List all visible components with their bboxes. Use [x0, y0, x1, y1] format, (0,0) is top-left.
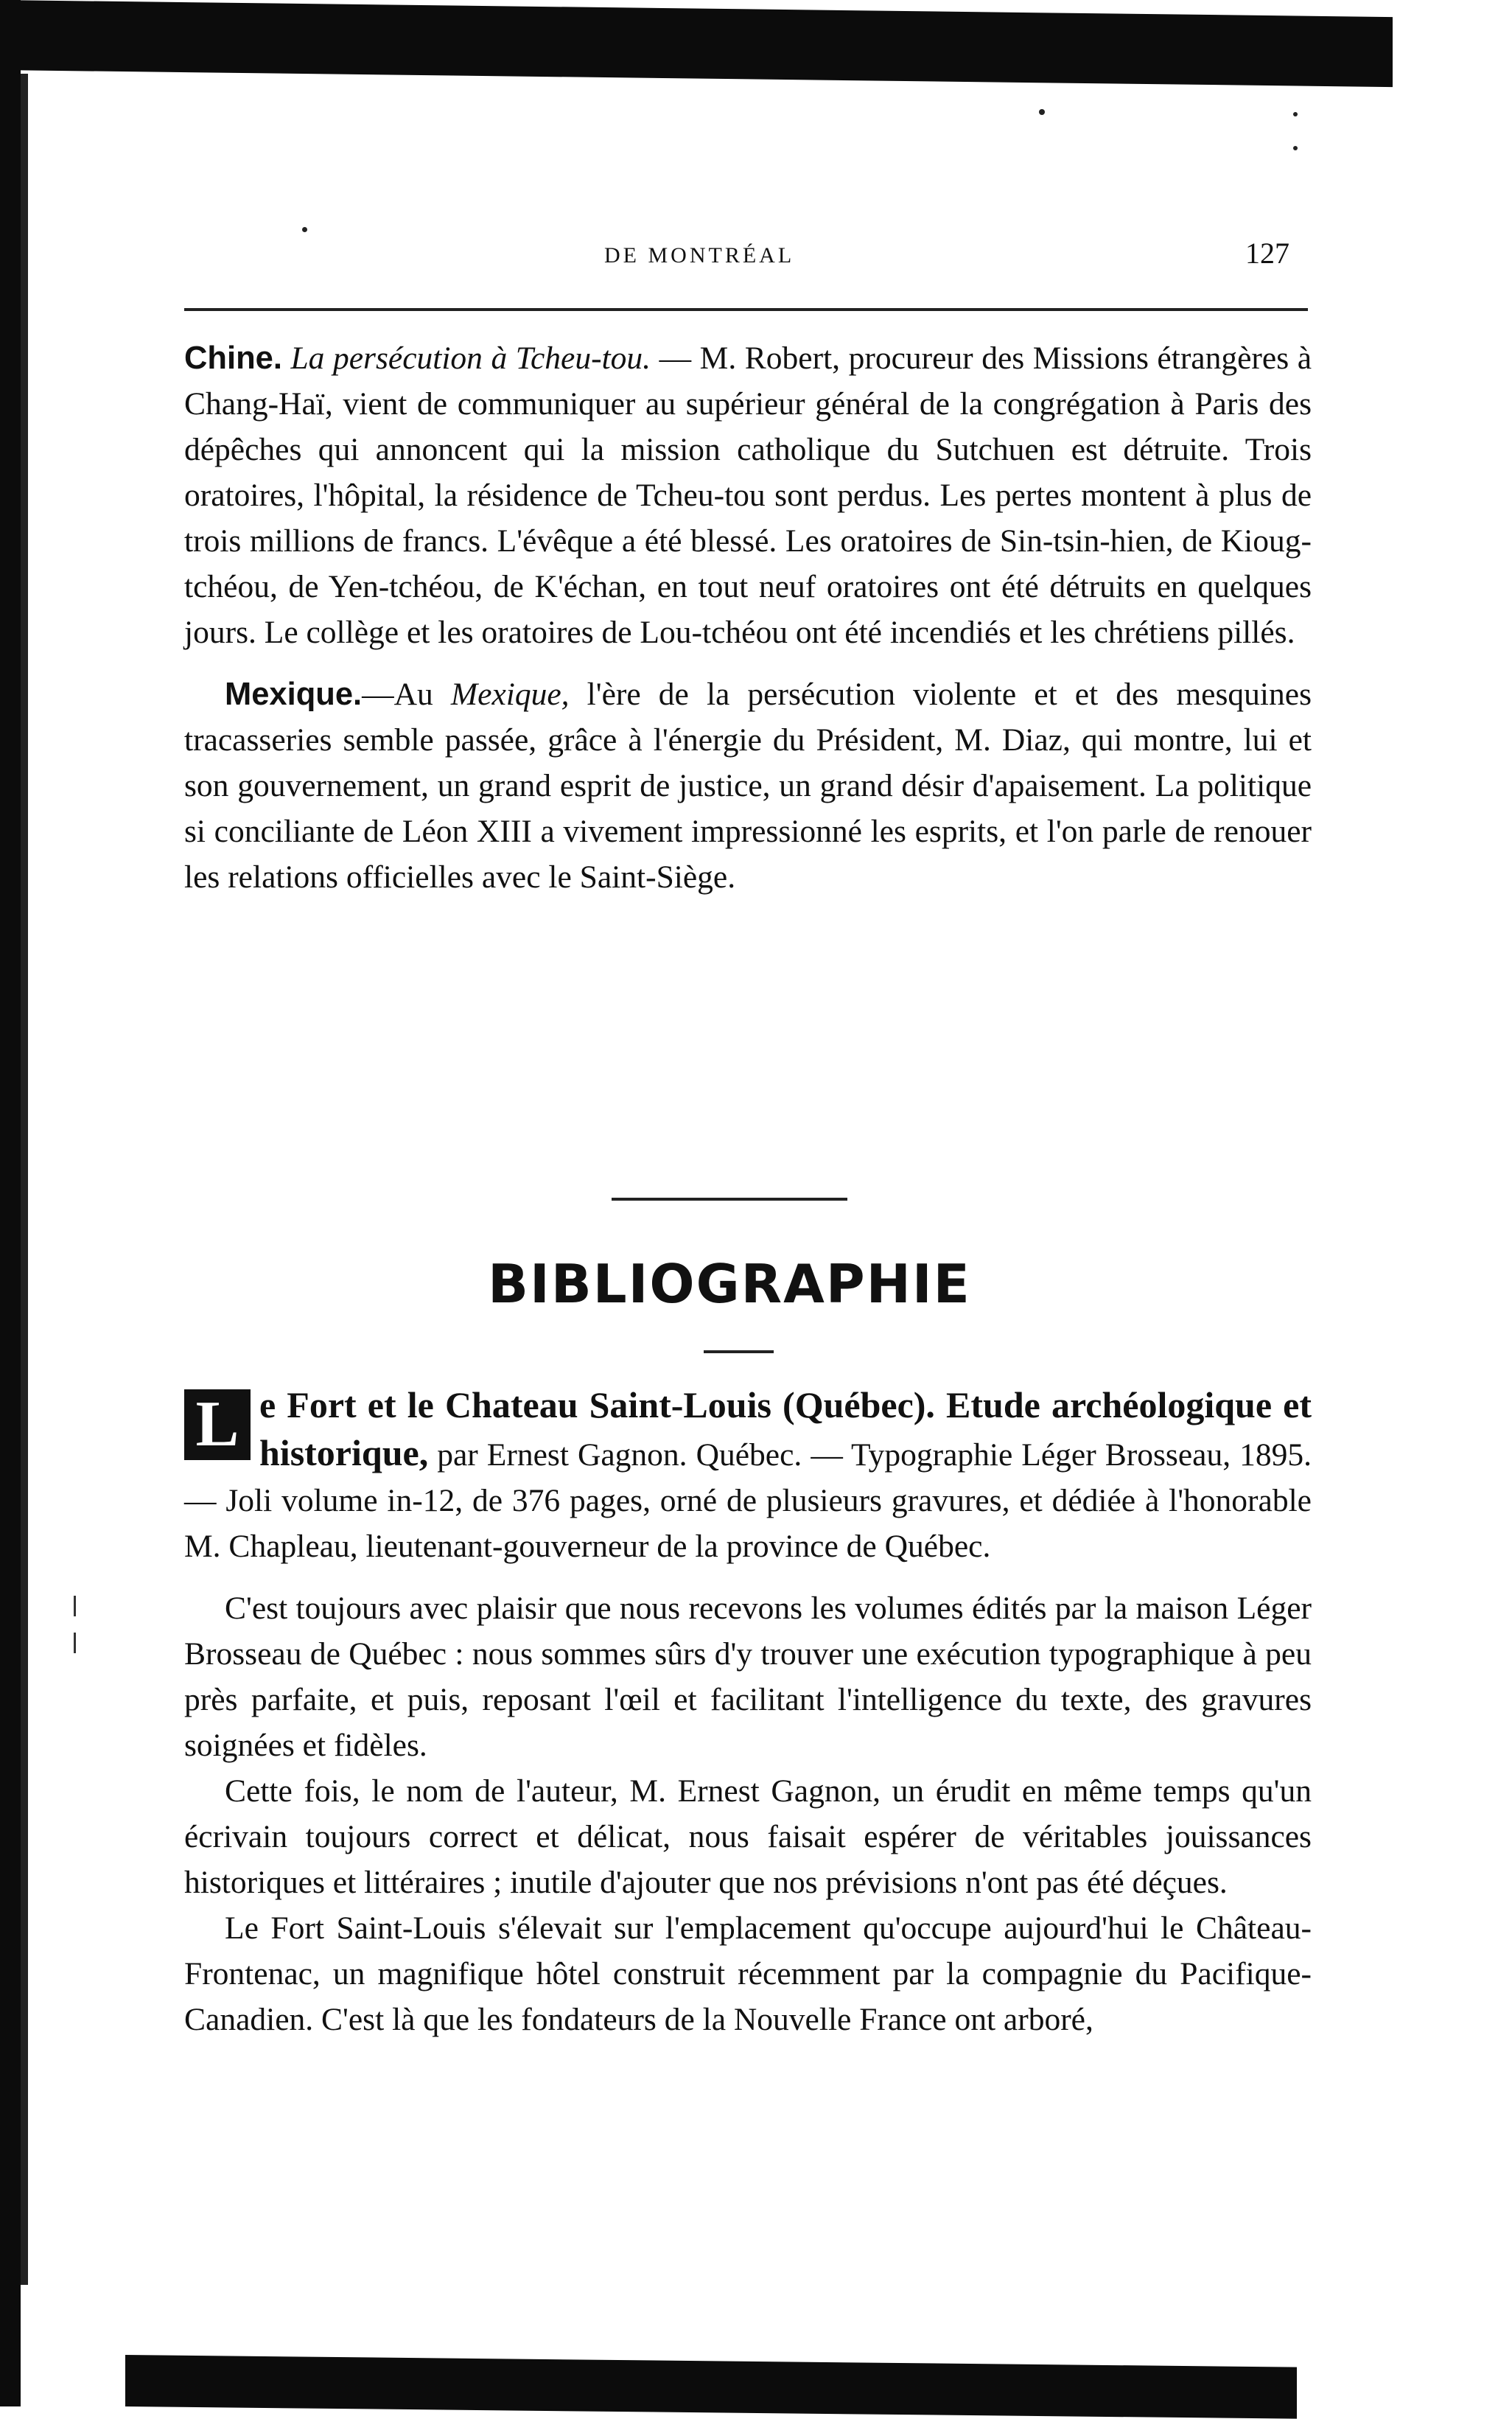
scan-border-top	[0, 0, 1393, 87]
section-divider	[612, 1198, 847, 1201]
drop-cap: L	[184, 1389, 251, 1460]
scan-border-bottom	[125, 2355, 1297, 2419]
book-details: par Ernest Gagnon. Québec. — Typographie Léger Brosseau, 1895. — Joli volume in-12, de 376 pages, orné de plusieurs gravures, et dédiée à l'honorable M. Chapleau, lieutenant-gouverneur de la province de Québec.	[184, 1437, 1312, 1564]
paragraph: C'est toujours avec plaisir que nous recevons les volumes édités par la maison Léger Brosseau de Québec : nous sommes sûrs d'y trouver une exécution typographique à peu près parfaite, et puis, reposant l'œil et facilitant l'intelligence du texte, des gravures soignées et fidèles.	[184, 1591, 1312, 1763]
scan-speck	[1039, 109, 1045, 115]
scan-speck	[1293, 146, 1298, 150]
running-header: DE MONTRÉAL	[604, 243, 795, 268]
paragraph-mexique	[184, 671, 1312, 900]
paragraph: Le Fort Saint-Louis s'élevait sur l'emplacement qu'occupe aujourd'hui le Château-Frontenac, un magnifique hôtel construit récemment par la compagnie du Pacifique-Canadien. C'est là que les fondateurs de la Nouvelle France ont arboré,	[184, 1910, 1312, 2037]
page-number: 127	[1245, 237, 1289, 270]
paragraph-lead: Mexique.	[225, 677, 363, 712]
scan-speck	[1293, 112, 1298, 116]
paragraph-italic: Mexique,	[450, 677, 570, 712]
paragraph-body: — M. Robert, procureur des Missions étrangères à Chang-Haï, vient de communiquer au supérieur général de la congrégation à Paris des dépêches qui annoncent qui la mission catholique du Sutchuen est détruite. Trois oratoires, l'hôpital, la résidence de Tcheu-tou sont perdus. Les pertes montent à plus de trois millions de francs. L'évêque a été blessé. Les oratoires de Sin-tsin-hien, de Kioug-tchéou, de Yen-tchéou, de K'échan, en tout neuf oratoires ont été détruits en quelques jours. Le collège et les oratoires de Lou-tchéou ont été incendiés et les chrétiens pillés.	[184, 341, 1312, 650]
paragraph-lead: Chine.	[184, 341, 282, 376]
paragraph-prefix: —Au	[362, 677, 451, 712]
book-title: e Fort et le Chateau Saint-Louis (Québec). Etude archéologique et historique,	[259, 1384, 1312, 1473]
book-entry	[184, 1382, 1312, 1569]
paragraph-title: La persécution à Tcheu-tou.	[290, 341, 651, 376]
scan-border-left-shadow	[21, 74, 28, 2285]
section-title: BIBLIOGRAPHIE	[488, 1253, 971, 1315]
scan-border-left	[0, 0, 21, 2406]
bibliography-block	[184, 1382, 1312, 2042]
title-rule	[704, 1350, 774, 1353]
paragraph: Cette fois, le nom de l'auteur, M. Ernest Gagnon, un érudit en même temps qu'un écrivain toujours correct et délicat, nous faisait espérer de véritables jouissances historiques et littéraires ; inutile d'ajouter que nos prévisions n'ont pas été déçues.	[184, 1773, 1312, 1900]
paragraph-chine	[184, 335, 1312, 655]
paragraph-body: l'ère de la persécution violente et et des mesquines tracasseries semble passée, grâce à l'énergie du Président, M. Diaz, qui montre, lui et son gouvernement, un grand esprit de justice, un grand désir d'apaisement. La politique si conciliante de Léon XIII a vivement impressionné les esprits, et l'on parle de renouer les relations officielles avec le Saint-Siège.	[184, 677, 1312, 895]
scan-mark	[74, 1596, 76, 1616]
scan-speck	[302, 227, 307, 232]
header-rule	[184, 308, 1308, 311]
news-block	[184, 335, 1312, 900]
scan-mark	[74, 1633, 76, 1653]
